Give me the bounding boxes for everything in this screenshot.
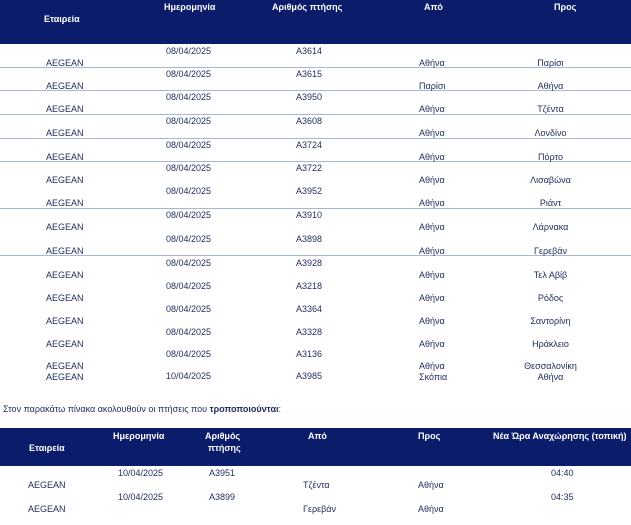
new-time-cell: 04:40: [551, 468, 574, 478]
flight-cell: A3218: [296, 281, 323, 291]
table1-header-date: Ημερομηνία: [164, 2, 216, 12]
from-cell: Αθήνα: [419, 270, 445, 280]
from-cell: Αθήνα: [419, 339, 445, 349]
from-cell: Αθήνα: [419, 175, 445, 185]
to-cell: Αθήνα: [418, 504, 444, 514]
from-cell: Αθήνα: [419, 222, 445, 232]
date-cell: 08/04/2025: [166, 210, 212, 220]
date-cell: 10/04/2025: [118, 468, 164, 478]
airline-cell: AEGEAN: [46, 372, 84, 382]
date-cell: 08/04/2025: [166, 46, 212, 56]
to-cell: Θεσσαλονίκη: [524, 361, 577, 371]
flight-cell: A3928: [296, 258, 323, 268]
date-cell: 08/04/2025: [166, 69, 212, 79]
date-cell: 08/04/2025: [166, 116, 212, 126]
date-cell: 10/04/2025: [166, 371, 212, 381]
note-emphasis: τροποποιούνται: [209, 404, 279, 414]
airline-cell: AEGEAN: [46, 104, 84, 114]
flight-cell: A3615: [296, 69, 323, 79]
date-cell: 08/04/2025: [166, 281, 212, 291]
to-cell: Τελ Αβίβ: [533, 270, 568, 280]
date-cell: 08/04/2025: [166, 186, 212, 196]
to-cell: Λονδίνο: [534, 128, 567, 138]
to-cell: Ρόδος: [537, 293, 564, 303]
from-cell: Αθήνα: [419, 58, 445, 68]
to-cell: Πόρτο: [538, 152, 563, 162]
flight-cell: A3951: [209, 468, 236, 478]
to-cell: Αθήνα: [537, 372, 564, 382]
airline-cell: AEGEAN: [46, 175, 84, 185]
airline-cell: AEGEAN: [46, 152, 84, 162]
airline-cell: AEGEAN: [46, 339, 84, 349]
flight-cell: A3898: [296, 234, 323, 244]
to-cell: Ηράκλειο: [532, 339, 569, 349]
airline-cell: AEGEAN: [46, 361, 84, 371]
from-cell: Αθήνα: [419, 128, 445, 138]
date-cell: 08/04/2025: [166, 234, 212, 244]
to-cell: Αθήνα: [537, 81, 564, 91]
airline-cell: AEGEAN: [28, 504, 66, 514]
new-time-cell: 04:35: [551, 492, 574, 502]
flight-cell: A3952: [296, 186, 323, 196]
flight-cell: A3722: [296, 163, 323, 173]
flight-cell: A3950: [296, 92, 323, 102]
table1-header-airline: Εταιρεία: [44, 14, 80, 24]
flight-cell: A3724: [296, 140, 323, 150]
date-cell: 08/04/2025: [166, 92, 212, 102]
table2-header-flight-line2: πτήσης: [208, 443, 241, 453]
flight-cell: A3899: [209, 492, 236, 502]
table1-header-from: Από: [424, 2, 443, 12]
row-divider: [0, 138, 631, 139]
date-cell: 10/04/2025: [118, 492, 164, 502]
flight-cell: A3136: [296, 349, 323, 359]
flight-cell: A3364: [296, 304, 323, 314]
from-cell: Τζέντα: [303, 480, 330, 490]
flight-cell: A3985: [296, 371, 323, 381]
from-cell: Αθήνα: [419, 316, 445, 326]
table1-header: [0, 0, 631, 44]
from-cell: Αθήνα: [419, 104, 445, 114]
table2-header-to: Προς: [418, 431, 441, 441]
to-cell: Λάρνακα: [532, 222, 569, 232]
airline-cell: AEGEAN: [46, 58, 84, 68]
from-cell: Αθήνα: [419, 361, 445, 371]
from-cell: Αθήνα: [419, 293, 445, 303]
table2-header-airline: Εταιρεία: [29, 443, 65, 453]
to-cell: Ριάντ: [539, 198, 562, 208]
to-cell: Παρίσι: [537, 58, 564, 68]
modified-flights-note: [3, 404, 281, 414]
date-cell: 08/04/2025: [166, 304, 212, 314]
to-cell: Αθήνα: [418, 480, 444, 490]
note-prefix: Στον παρακάτω πίνακα ακολουθούν οι πτήσεις που: [3, 404, 210, 414]
airline-cell: AEGEAN: [46, 293, 84, 303]
airline-cell: AEGEAN: [46, 198, 84, 208]
airline-cell: AEGEAN: [46, 316, 84, 326]
airline-cell: AEGEAN: [46, 81, 84, 91]
to-cell: Λισαβώνα: [530, 175, 571, 185]
table2-header-from: Από: [308, 431, 327, 441]
table1-header-flight: Αριθμός πτήσης: [272, 2, 343, 12]
date-cell: 08/04/2025: [166, 140, 212, 150]
table2-header-flight-line1: Αριθμός: [205, 431, 241, 441]
table2-header-new-time: Νέα Ώρα Αναχώρησης (τοπική): [493, 431, 627, 441]
row-divider: [0, 114, 631, 115]
flight-cell: A3910: [296, 210, 323, 220]
note-suffix: :: [278, 404, 281, 414]
airline-cell: AEGEAN: [46, 270, 84, 280]
from-cell: Γερεβάν: [303, 504, 336, 514]
airline-cell: AEGEAN: [46, 128, 84, 138]
from-cell: Αθήνα: [419, 152, 445, 162]
from-cell: Αθήνα: [419, 246, 445, 256]
table1-header-to: Προς: [554, 2, 577, 12]
to-cell: Τζέντα: [537, 104, 564, 114]
from-cell: Παρίσι: [419, 81, 446, 91]
flight-cell: A3608: [296, 116, 323, 126]
from-cell: Σκόπια: [419, 372, 448, 382]
date-cell: 08/04/2025: [166, 349, 212, 359]
date-cell: 08/04/2025: [166, 163, 212, 173]
table2-header-date: Ημερομηνία: [113, 431, 165, 441]
date-cell: 08/04/2025: [166, 258, 212, 268]
airline-cell: AEGEAN: [46, 246, 84, 256]
flight-cell: A3328: [296, 327, 323, 337]
airline-cell: AEGEAN: [28, 480, 66, 490]
table2-header: [0, 428, 631, 466]
from-cell: Αθήνα: [419, 198, 445, 208]
to-cell: Σαντορίνη: [530, 316, 571, 326]
row-divider: [0, 208, 631, 209]
airline-cell: AEGEAN: [46, 222, 84, 232]
to-cell: Γερεβάν: [534, 246, 567, 256]
date-cell: 08/04/2025: [166, 327, 212, 337]
flight-cell: A3614: [296, 46, 323, 56]
